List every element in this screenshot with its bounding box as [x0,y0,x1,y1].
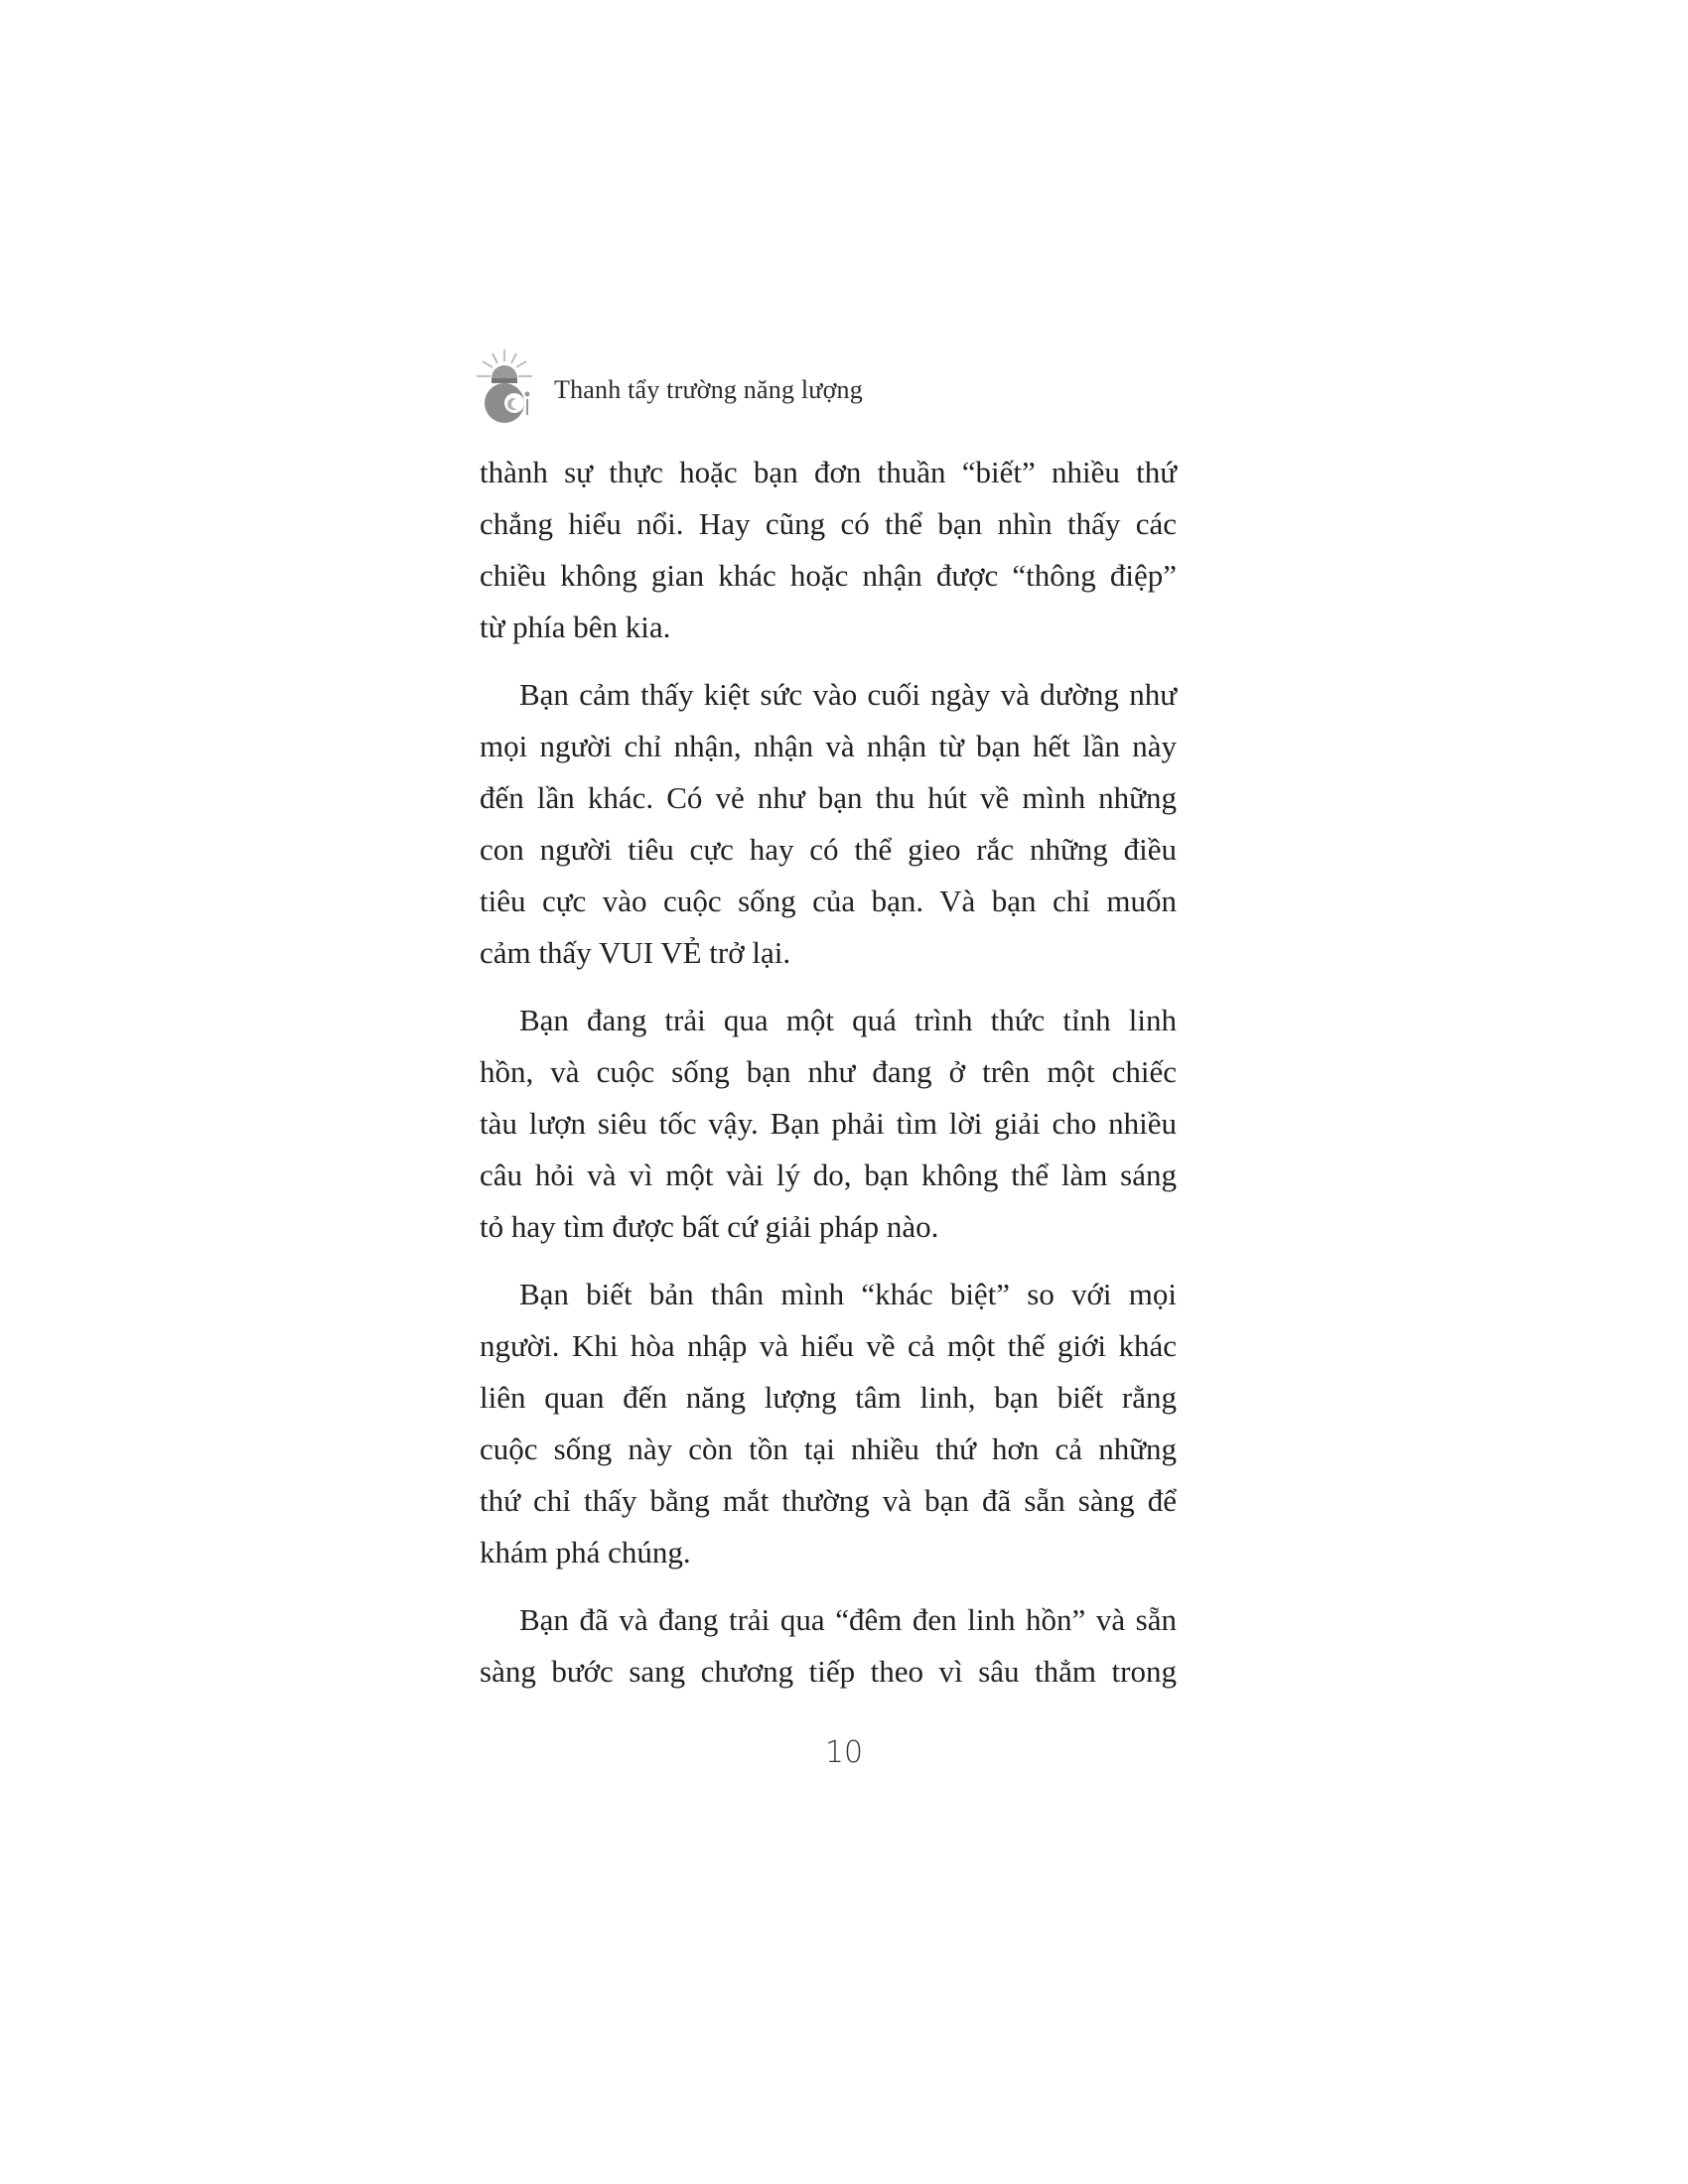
body-text [480,447,1177,1698]
text-line: Bạn đang trải qua một quá trình thức tỉnh linh [519,1003,1177,1037]
text-line: tỏ hay tìm được bất cứ giải pháp nào. [480,1209,939,1244]
text-line: tàu lượn siêu tốc vậy. Bạn phải tìm lời giải cho nhiều [480,1106,1177,1141]
paragraph [480,1269,1177,1578]
text-line: cảm thấy VUI VẺ trở lại. [480,935,791,970]
text-line: Bạn cảm thấy kiệt sức vào cuối ngày và dường như [519,677,1177,712]
text-line: Bạn biết bản thân mình “khác biệt” so với mọi [519,1277,1177,1311]
text-line: mọi người chỉ nhận, nhận và nhận từ bạn hết lần này [480,729,1177,763]
paragraph [480,447,1177,653]
text-line: tiêu cực vào cuộc sống của bạn. Và bạn chỉ muốn [480,884,1177,918]
paragraph [480,669,1177,979]
sun-moon-icon [475,347,544,427]
paragraph [480,1594,1177,1698]
text-line: Bạn đã và đang trải qua “đêm đen linh hồn” và sẵn [519,1602,1177,1637]
text-line: con người tiêu cực hay có thể gieo rắc những điều [480,832,1177,867]
running-title: Thanh tẩy trường năng lượng [554,375,863,404]
paragraph [480,995,1177,1253]
text-line: đến lần khác. Có vẻ như bạn thu hút về mình những [480,780,1177,815]
text-line: chẳng hiểu nổi. Hay cũng có thể bạn nhìn thấy các [480,506,1177,541]
text-line: khám phá chúng. [480,1535,691,1570]
page-number: 10 [824,1735,864,1770]
text-line: liên quan đến năng lượng tâm linh, bạn biết rằng [480,1380,1177,1415]
text-line: hồn, và cuộc sống bạn như đang ở trên một chiếc [480,1054,1177,1089]
text-line: sàng bước sang chương tiếp theo vì sâu thẳm trong [480,1654,1177,1689]
text-line: thứ chỉ thấy bằng mắt thường và bạn đã sẵn sàng để [480,1483,1177,1518]
text-line: cuộc sống này còn tồn tại nhiều thứ hơn cả những [480,1432,1177,1466]
text-line: chiều không gian khác hoặc nhận được “thông điệp” [480,558,1177,593]
text-line: câu hỏi và vì một vài lý do, bạn không thể làm sáng [480,1158,1177,1192]
text-line: từ phía bên kia. [480,610,671,644]
text-line: người. Khi hòa nhập và hiểu về cả một thế giới khác [480,1328,1177,1363]
running-header [475,347,863,427]
text-line: thành sự thực hoặc bạn đơn thuần “biết” nhiều thứ [480,455,1177,489]
